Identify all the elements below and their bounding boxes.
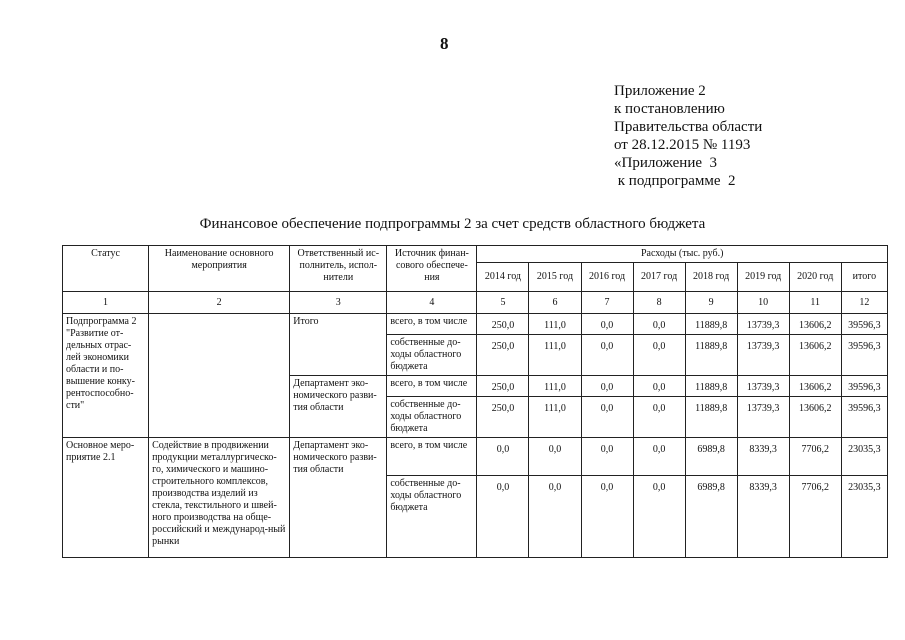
table-row [63,314,888,335]
appendix-line: от 28.12.2015 № 1193 [614,137,751,153]
funding-source: собственные до-ходы областного бюджета [387,476,477,558]
value-cell: 0,0 [581,335,633,376]
value-cell: 0,0 [529,476,581,558]
value-cell: 0,0 [581,476,633,558]
value-cell: 11889,8 [685,397,737,438]
appendix-line: Приложение 2 [614,83,706,99]
value-cell: 13739,3 [737,397,789,438]
header-executor: Ответственный ис-полнитель, испол-нители [290,246,387,292]
header-year: 2015 год [529,263,581,292]
header-year: 2020 год [789,263,841,292]
value-cell: 111,0 [529,335,581,376]
column-number: 6 [529,292,581,314]
value-cell: 11889,8 [685,335,737,376]
column-number: 2 [149,292,290,314]
column-number-row [63,292,888,314]
value-cell: 250,0 [477,376,529,397]
measure-status: Основное меро-приятие 2.1 [63,438,149,558]
value-cell: 11889,8 [685,314,737,335]
column-number: 7 [581,292,633,314]
column-number: 4 [387,292,477,314]
appendix-line: «Приложение 3 [614,155,718,171]
funding-source: собственные до-ходы областного бюджета [387,335,477,376]
value-cell: 39596,3 [841,335,887,376]
appendix-line: к подпрограмме 2 [614,173,736,189]
value-cell: 0,0 [581,397,633,438]
value-cell: 250,0 [477,397,529,438]
value-cell: 0,0 [633,397,685,438]
value-cell: 23035,3 [841,438,887,476]
program-name [149,314,290,438]
value-cell: 13739,3 [737,335,789,376]
header-year: 2019 год [737,263,789,292]
appendix-block [614,82,762,190]
value-cell: 39596,3 [841,397,887,438]
value-cell: 13739,3 [737,376,789,397]
value-cell: 0,0 [633,476,685,558]
table-row [63,438,888,476]
value-cell: 6989,8 [685,438,737,476]
value-cell: 13606,2 [789,397,841,438]
value-cell: 0,0 [477,476,529,558]
value-cell: 11889,8 [685,376,737,397]
value-cell: 0,0 [633,335,685,376]
header-status: Статус [63,246,149,292]
value-cell: 8339,3 [737,438,789,476]
value-cell: 0,0 [633,438,685,476]
funding-source: всего, в том числе [387,438,477,476]
funding-source: собственные до-ходы областного бюджета [387,397,477,438]
header-year: 2017 год [633,263,685,292]
column-number: 5 [477,292,529,314]
group-executor: Итого [290,314,387,376]
value-cell: 111,0 [529,397,581,438]
value-cell: 0,0 [633,314,685,335]
measure-name: Содействие в продвижении продукции металлургическо-го, химического и машино-строительного комплексов, производства изделий из стекла, текстильного и швей-ного производства на обще-российский и международ-ный рынки [149,438,290,558]
header-row [63,246,888,263]
measure-executor: Департамент эко-номического разви-тия области [290,438,387,558]
value-cell: 0,0 [529,438,581,476]
value-cell: 13606,2 [789,335,841,376]
program-status: Подпрограмма 2 "Развитие от-дельных отрас-лей экономики области и по-вышение конку-рентоспособно-сти" [63,314,149,438]
value-cell: 111,0 [529,314,581,335]
column-number: 9 [685,292,737,314]
column-number: 8 [633,292,685,314]
value-cell: 0,0 [581,314,633,335]
value-cell: 7706,2 [789,476,841,558]
column-number: 11 [789,292,841,314]
header-name: Наименование основного мероприятия [149,246,290,292]
header-expenses: Расходы (тыс. руб.) [477,246,888,263]
appendix-line: Правительства области [614,119,763,135]
financing-table [62,245,888,558]
value-cell: 6989,8 [685,476,737,558]
value-cell: 250,0 [477,335,529,376]
funding-source: всего, в том числе [387,376,477,397]
document-title: Финансовое обеспечение подпрограммы 2 за счет средств областного бюджета [199,216,706,232]
value-cell: 13739,3 [737,314,789,335]
page-number: 8 [440,34,449,53]
column-number: 12 [841,292,887,314]
column-number: 10 [737,292,789,314]
column-number: 1 [63,292,149,314]
column-number: 3 [290,292,387,314]
value-cell: 0,0 [633,376,685,397]
value-cell: 13606,2 [789,314,841,335]
value-cell: 111,0 [529,376,581,397]
header-year: 2014 год [477,263,529,292]
value-cell: 7706,2 [789,438,841,476]
funding-source: всего, в том числе [387,314,477,335]
value-cell: 13606,2 [789,376,841,397]
header-year-total: итого [841,263,887,292]
value-cell: 39596,3 [841,376,887,397]
header-source: Источник финан-сового обеспече-ния [387,246,477,292]
value-cell: 8339,3 [737,476,789,558]
value-cell: 0,0 [581,376,633,397]
value-cell: 39596,3 [841,314,887,335]
value-cell: 250,0 [477,314,529,335]
group-executor: Департамент эко-номического разви-тия области [290,376,387,438]
value-cell: 0,0 [477,438,529,476]
value-cell: 23035,3 [841,476,887,558]
appendix-line: к постановлению [614,101,725,117]
header-year: 2016 год [581,263,633,292]
value-cell: 0,0 [581,438,633,476]
header-year: 2018 год [685,263,737,292]
